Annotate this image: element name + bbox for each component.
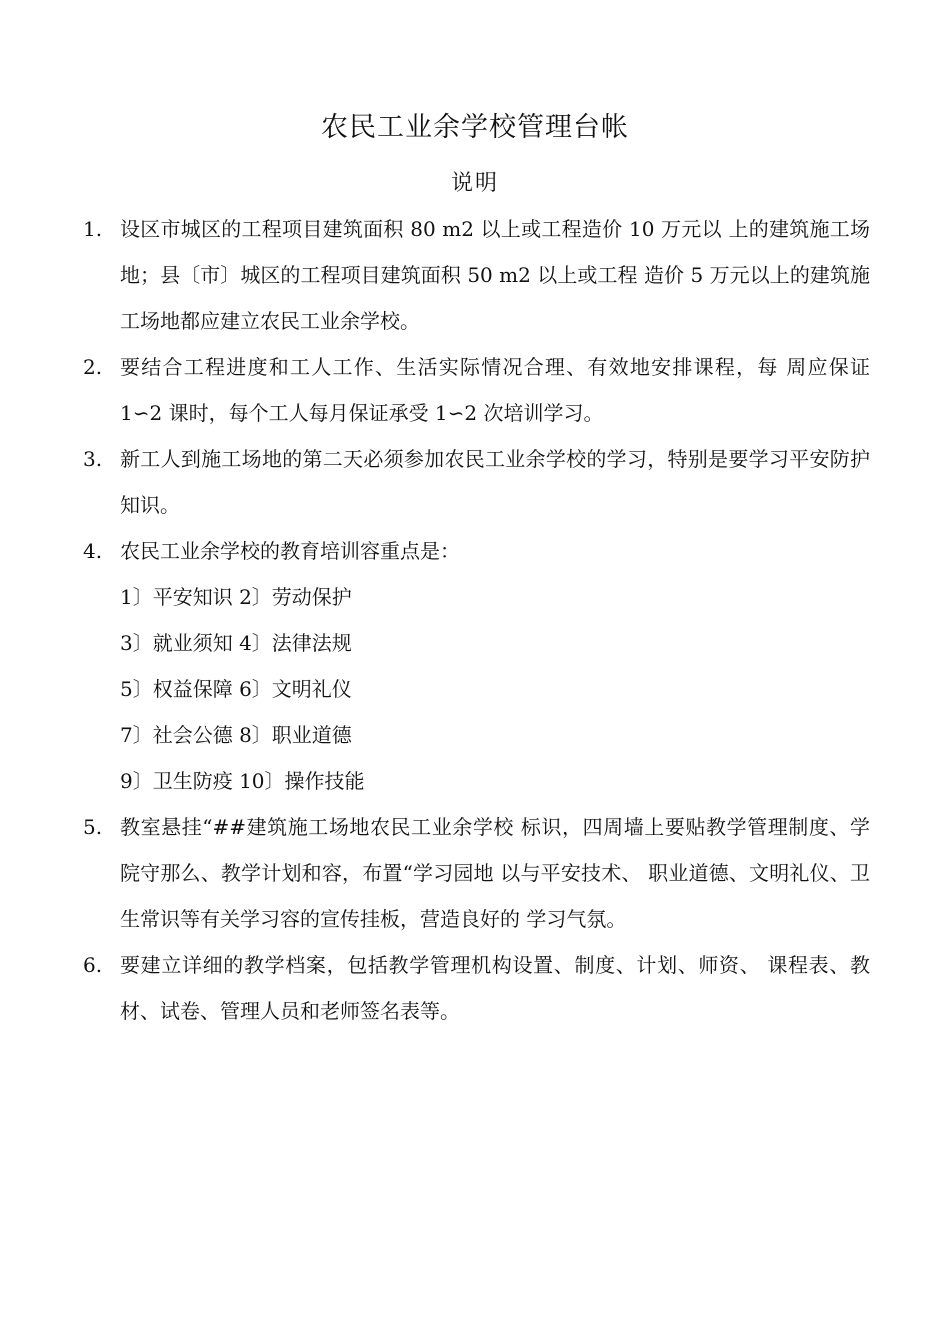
list-item-text: 农民工业余学校的教育培训容重点是： (120, 539, 460, 563)
list-item-5 (80, 804, 870, 942)
list-item-4 (80, 528, 870, 574)
document-subtitle: 说明 (450, 171, 499, 196)
list-item-1 (80, 206, 870, 344)
list-item-number: 5. (83, 815, 103, 839)
sub-item: 5〕权益保障 6〕文明礼仪 (120, 677, 352, 701)
list-item-text: 教室悬挂“##建筑施工场地农民工业余学校 标识，四周墙上要贴教学管理制度、学院守那么、教学计划和容，布置“学习园地 以与平安技术、 职业道德、文明礼仪、卫生常识等有关学习容的宣传挂板，营造良好的 学习气氛。 (120, 815, 870, 931)
list-item-text: 设区市城区的工程项目建筑面积 80 m2 以上或工程造价 10 万元以 上的建筑施工场地；县〔市〕城区的工程项目建筑面积 50 m2 以上或工程 造价 5 万元以上的建筑施工场地都应建立农民工业余学校。 (120, 217, 870, 333)
document-body (80, 206, 870, 1034)
list-item-number: 3. (83, 447, 103, 471)
list-item-text: 新工人到施工场地的第二天必须参加农民工业余学校的学习，特别是要学习平安防护知识。 (120, 447, 870, 517)
list-item-text: 要结合工程进度和工人工作、生活实际情况合理、有效地安排课程，每 周应保证 1∽2 课时，每个工人每月保证承受 1∽2 次培训学习。 (120, 355, 870, 425)
sub-item: 1〕平安知识 2〕劳动保护 (120, 585, 352, 609)
sub-item: 7〕社会公德 8〕职业道德 (120, 723, 352, 747)
list-item-2 (80, 344, 870, 436)
list-item-number: 1. (83, 217, 103, 241)
list-item-text: 要建立详细的教学档案，包括教学管理机构设置、制度、计划、师资、 课程表、教材、试卷、管理人员和老师签名表等。 (120, 953, 870, 1023)
sub-item: 9〕卫生防疫 10〕操作技能 (120, 769, 365, 793)
list-item-number: 4. (83, 539, 103, 563)
list-item-number: 2. (83, 355, 103, 379)
list-item-number: 6. (83, 953, 103, 977)
sub-item: 3〕就业须知 4〕法律法规 (120, 631, 352, 655)
list-item-6 (80, 942, 870, 1034)
document-title: 农民工业余学校管理台帐 (321, 112, 629, 143)
list-item-3 (80, 436, 870, 528)
